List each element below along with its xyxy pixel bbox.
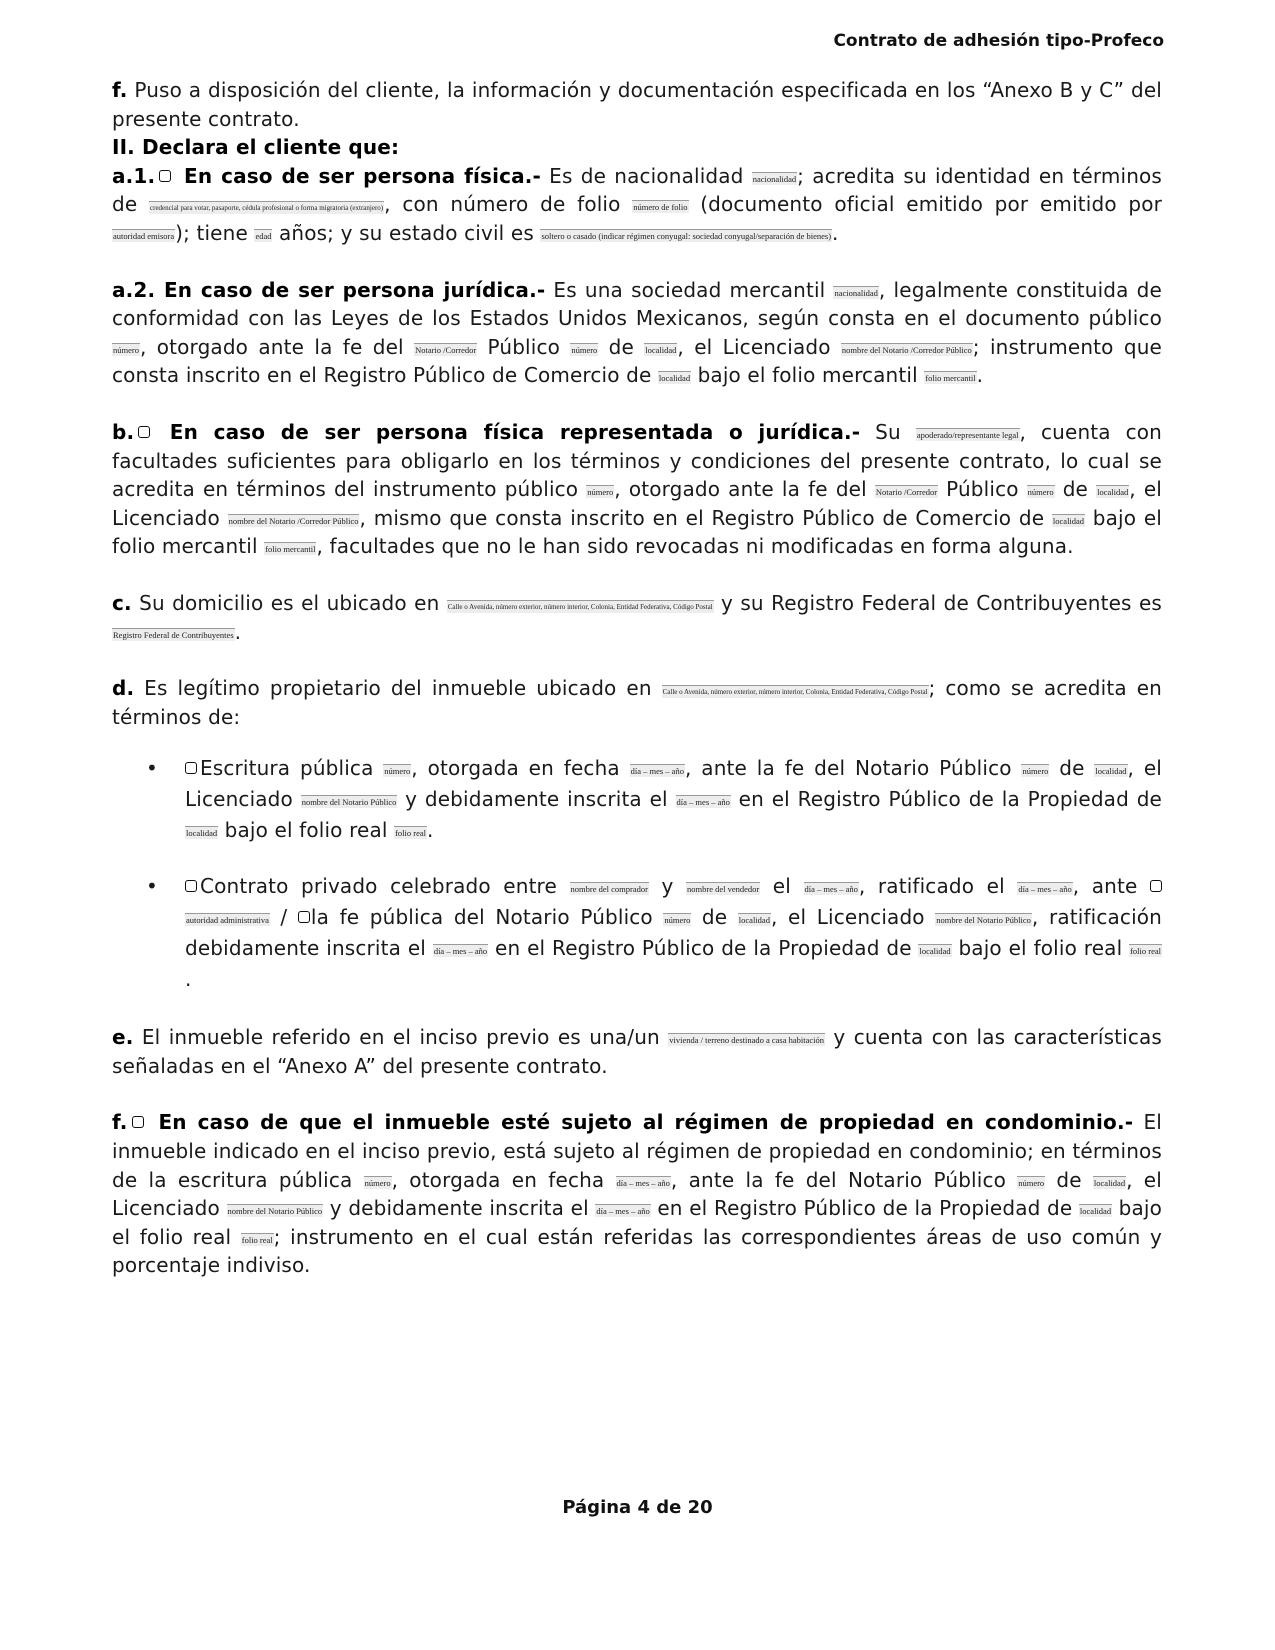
field-numero[interactable]: número	[571, 344, 598, 355]
clause-a1	[112, 162, 1162, 248]
clause-f-condominio	[112, 1108, 1162, 1280]
field-nombre-comprador[interactable]: nombre del comprador	[570, 884, 648, 895]
text: y debidamente inscrita el	[323, 1196, 596, 1221]
text: .	[976, 363, 984, 388]
text: El inmueble indicado en el inciso previo, está sujeto al régimen de propiedad en condominio; en términos de la escritura pública	[112, 1110, 1162, 1192]
field-apoderado[interactable]: apoderado/representante legal	[916, 429, 1019, 440]
text: Escritura pública	[200, 756, 384, 781]
clause-c	[112, 589, 1162, 646]
list-spacer	[112, 846, 1162, 871]
checkbox-persona-fisica[interactable]	[159, 170, 171, 182]
clause-f-first	[112, 76, 1162, 133]
text: , legalmente constituida de conformidad con las Leyes de los Estados Unidos Mexicanos, según consta en el documento público	[112, 277, 1162, 331]
text: , ratificado el	[858, 874, 1018, 899]
text: de	[1049, 756, 1095, 781]
section-heading: II. Declara el cliente que:	[112, 135, 400, 160]
field-numero[interactable]: número	[364, 1177, 391, 1188]
field-fecha[interactable]: día – mes – año	[804, 884, 858, 895]
text: , facultades que no le han sido revocadas ni modificadas en forma alguna.	[316, 534, 1074, 559]
field-nombre-notario[interactable]: nombre del Notario Público	[301, 797, 397, 808]
text: ; como se acredita en términos de:	[112, 676, 1162, 729]
text: , el Licenciado	[770, 905, 936, 930]
field-numero[interactable]: número	[587, 487, 614, 498]
text: , ante la fe del Notario Público	[670, 1167, 1018, 1192]
text: ; instrumento en el cual están referidas las correspondientes áreas de uso común y porcentaje indiviso.	[112, 1224, 1163, 1278]
text: Es legítimo propietario del inmueble ubicado en	[134, 676, 662, 701]
text: Es de nacionalidad	[540, 163, 752, 188]
field-fecha[interactable]: día – mes – año	[596, 1206, 650, 1217]
text: , ratificación debidamente inscrita el	[185, 905, 1162, 961]
text: , otorgado ante la fe del	[614, 477, 875, 502]
field-autoridad-administrativa[interactable]: autoridad administrativa	[186, 915, 269, 926]
field-localidad[interactable]: localidad	[1052, 515, 1085, 526]
clause-label: b.	[112, 419, 135, 444]
field-localidad[interactable]: localidad	[645, 344, 677, 355]
checkbox-condominio[interactable]	[132, 1116, 144, 1128]
text: bajo el folio real	[951, 936, 1130, 961]
field-edad[interactable]: edad	[255, 230, 272, 241]
text: bajo el folio mercantil	[691, 363, 925, 388]
field-folio-real[interactable]: folio real	[395, 828, 426, 839]
text: , el Licenciado	[112, 477, 1162, 530]
field-localidad[interactable]: localidad	[1097, 487, 1129, 498]
list-item-contrato-privado	[112, 871, 1162, 995]
field-folio-mercantil[interactable]: folio mercantil	[265, 544, 316, 555]
text: Contrato privado celebrado entre	[200, 874, 570, 899]
clause-b	[112, 418, 1162, 561]
clause-label: d.	[112, 676, 135, 701]
field-nombre-notario[interactable]: nombre del Notario /Corredor Público	[228, 515, 359, 526]
clause-label: f.	[112, 78, 128, 102]
text: , mismo que consta inscrito en el Registro Público de Comercio de	[359, 505, 1052, 530]
field-numero[interactable]: número	[113, 344, 139, 355]
text: El inmueble referido en el inciso previo es una/un	[133, 1025, 669, 1050]
text: de	[598, 334, 645, 359]
text: , otorgado ante la fe del	[139, 334, 415, 359]
text: , el Licenciado	[677, 334, 841, 359]
page-number: Página 4 de 20	[562, 1497, 713, 1518]
clause-label: f.	[112, 1110, 128, 1135]
field-localidad[interactable]: localidad	[919, 946, 951, 957]
text: de	[1054, 477, 1097, 502]
text: y su Registro Federal de Contribuyentes es	[713, 590, 1163, 615]
field-nombre-notario[interactable]: nombre del Notario Público	[227, 1206, 323, 1217]
text: de	[1045, 1167, 1093, 1192]
text: el	[760, 874, 804, 899]
text: /	[269, 905, 298, 930]
text: Es una sociedad mercantil	[545, 277, 834, 302]
field-nombre-notario[interactable]: nombre del Notario /Corredor Público	[841, 344, 972, 355]
text: , con número de folio	[384, 192, 633, 217]
field-fecha[interactable]: día – mes – año	[676, 797, 730, 808]
text: de	[691, 905, 738, 930]
field-folio-real[interactable]: folio real	[241, 1234, 273, 1245]
acreditacion-list	[112, 753, 1162, 995]
text: y	[648, 874, 687, 899]
field-fecha[interactable]: día – mes – año	[1018, 884, 1072, 895]
text: .	[185, 967, 192, 992]
field-folio-real[interactable]: folio real	[1130, 946, 1162, 957]
field-localidad[interactable]: localidad	[1079, 1206, 1112, 1217]
field-fecha[interactable]: día – mes – año	[616, 1177, 670, 1188]
text: bajo el folio real	[112, 1196, 1162, 1249]
field-numero[interactable]: número	[664, 915, 691, 926]
checkbox-escritura-publica[interactable]	[185, 762, 197, 774]
field-credencial[interactable]: credencial para votar, pasaporte, cédula profesional o forma migratoria (extranjero)	[149, 201, 384, 214]
clause-a2	[112, 276, 1162, 390]
field-localidad[interactable]: localidad	[1095, 766, 1127, 777]
text: la fe pública del Notario Público	[310, 905, 664, 930]
clause-e	[112, 1023, 1162, 1080]
clause-text: Puso a disposición del cliente, la información y documentación especificada en los “Anexo B y C” del presente contrato.	[112, 78, 1162, 131]
field-localidad[interactable]: localidad	[738, 915, 770, 926]
text: bajo el folio mercantil	[112, 505, 1162, 559]
text: ; acredita su identidad en términos de	[112, 163, 1162, 217]
field-localidad[interactable]: localidad	[186, 828, 218, 839]
document-body	[112, 76, 1162, 1280]
clause-label: e.	[112, 1025, 134, 1050]
checkbox-autoridad-administrativa[interactable]	[1150, 880, 1162, 892]
text: , otorgada en fecha	[411, 756, 630, 781]
checkbox-contrato-privado[interactable]	[185, 880, 197, 892]
field-folio-mercantil[interactable]: folio mercantil	[925, 373, 976, 384]
text: en el Registro Público de la Propiedad de	[730, 787, 1162, 812]
text: (documento oficial emitido por emitido por	[688, 192, 1162, 217]
bullet-icon: •	[146, 756, 158, 781]
field-numero[interactable]: número	[1027, 487, 1054, 498]
field-localidad[interactable]: localidad	[1093, 1177, 1126, 1188]
field-estado-civil[interactable]: soltero o casado (indicar régimen conyugal: sociedad conyugal/separación de bienes)	[541, 230, 832, 241]
field-numero[interactable]: número	[1022, 766, 1049, 777]
field-nacionalidad[interactable]: nacionalidad	[834, 287, 878, 298]
text: .	[234, 619, 242, 644]
text: , otorgada en fecha	[391, 1167, 616, 1192]
field-domicilio[interactable]: Calle o Avenida, número exterior, número interior, Colonia, Entidad Federativa, Código Postal	[447, 600, 714, 613]
field-notario-corredor[interactable]: Notario /Corredor	[875, 487, 938, 498]
text: en el Registro Público de la Propiedad de	[488, 936, 919, 961]
field-fecha[interactable]: día – mes – año	[433, 946, 488, 957]
text: ); tiene	[175, 220, 255, 245]
field-notario-corredor[interactable]: Notario /Corredor	[415, 344, 477, 355]
list-item-escritura	[112, 753, 1162, 846]
field-autoridad-emisora[interactable]: autoridad emisora	[113, 230, 175, 241]
clause-title: En caso de ser persona física representada o jurídica.-	[154, 419, 861, 444]
field-localidad[interactable]: localidad	[658, 373, 691, 384]
field-domicilio-inmueble[interactable]: Calle o Avenida, número exterior, número interior, Colonia, Entidad Federativa, Código Postal	[662, 685, 929, 698]
field-tipo-inmueble[interactable]: vivienda / terreno destinado a casa habitación	[669, 1035, 825, 1046]
text: y cuenta con las características señaladas en el “Anexo A” del presente contrato.	[112, 1025, 1162, 1078]
section-ii-heading	[112, 133, 1162, 162]
field-nacionalidad[interactable]: nacionalidad	[752, 173, 797, 184]
clause-label: a.1.	[112, 163, 156, 188]
text: , el Licenciado	[112, 1167, 1162, 1221]
text: Su domicilio es el ubicado en	[131, 590, 447, 615]
clause-label: c.	[112, 590, 132, 615]
text: , cuenta con facultades suficientes para obligarlo en los términos y condiciones del presente contrato, lo cual se acredita en términos del instrumento público	[112, 419, 1163, 502]
field-numero[interactable]: número	[384, 766, 411, 777]
field-nombre-vendedor[interactable]: nombre del vendedor	[687, 884, 760, 895]
text: , ante	[1072, 874, 1150, 899]
checkbox-persona-representada[interactable]	[138, 426, 150, 438]
checkbox-fe-publica[interactable]	[298, 911, 310, 923]
clause-label: a.2.	[112, 277, 156, 302]
text: bajo el folio real	[218, 818, 395, 843]
field-rfc[interactable]: Registro Federal de Contribuyentes	[113, 629, 234, 640]
text: Público	[477, 334, 571, 359]
text: Su	[860, 419, 916, 444]
clause-title: En caso de ser persona jurídica.-	[155, 277, 546, 302]
text: años; y su estado civil es	[272, 220, 541, 245]
field-nombre-notario[interactable]: nombre del Notario Público	[936, 915, 1031, 926]
document-header-title: Contrato de adhesión tipo-Profeco	[833, 31, 1164, 51]
bullet-icon: •	[146, 874, 158, 899]
text: .	[832, 220, 839, 245]
text: , ante la fe del Notario Público	[684, 756, 1022, 781]
text: ; instrumento que consta inscrito en el Registro Público de Comercio de	[112, 334, 1162, 388]
field-numero-folio[interactable]: número de folio	[633, 202, 688, 213]
clause-d	[112, 674, 1162, 731]
text: .	[427, 818, 434, 843]
text: y debidamente inscrita el	[397, 787, 676, 812]
clause-title: En caso de que el inmueble esté sujeto al régimen de propiedad en condominio.-	[147, 1110, 1134, 1135]
field-fecha[interactable]: día – mes – año	[630, 766, 684, 777]
field-numero[interactable]: número	[1018, 1177, 1045, 1188]
text: en el Registro Público de la Propiedad de	[650, 1196, 1079, 1221]
clause-title: En caso de ser persona física.-	[175, 163, 541, 188]
text: Público	[938, 477, 1027, 502]
text: , el Licenciado	[185, 756, 1162, 812]
